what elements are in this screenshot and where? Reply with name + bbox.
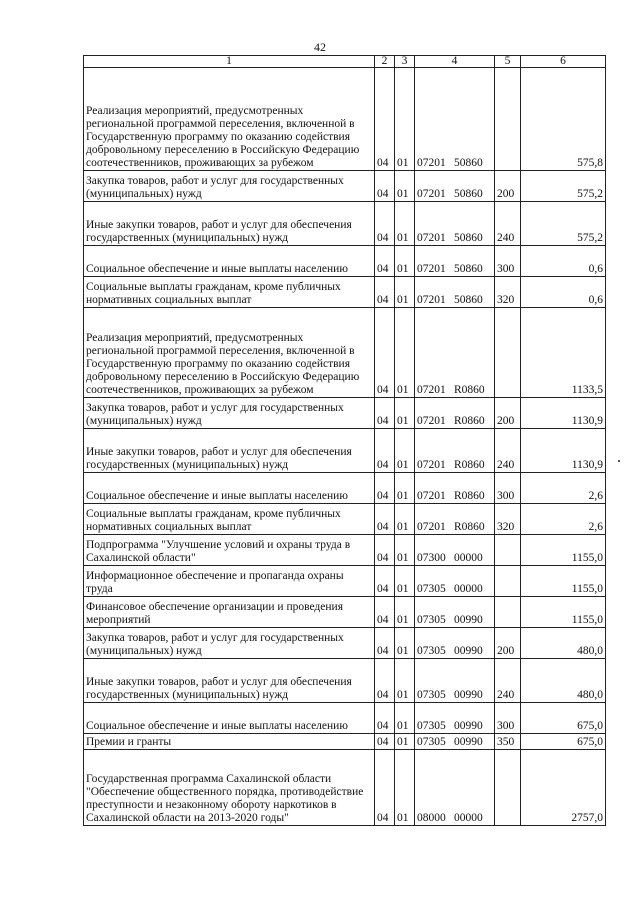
row-expense-type: 300 — [495, 246, 521, 277]
row-subsection: 01 — [395, 246, 415, 277]
row-subsection: 01 — [395, 535, 415, 566]
header-col-1: 1 — [84, 56, 375, 68]
row-target-code — [415, 429, 495, 473]
target-code-part2: R0860 — [454, 415, 485, 427]
row-target-code — [415, 750, 495, 826]
row-amount: 1133,5 — [521, 308, 606, 398]
row-expense-type: 300 — [495, 703, 521, 734]
row-subsection: 01 — [395, 277, 415, 308]
target-code-part1: 07305 — [417, 645, 446, 657]
row-subsection: 01 — [395, 750, 415, 826]
target-code-part1: 07305 — [417, 736, 446, 748]
row-amount: 575,2 — [521, 202, 606, 246]
target-code-part2: R0860 — [454, 384, 485, 396]
target-code-part2: 50860 — [454, 157, 483, 169]
row-subsection: 01 — [395, 566, 415, 597]
target-code-part2: R0860 — [454, 521, 485, 533]
page-number: 42 — [314, 40, 326, 54]
row-expense-type — [495, 308, 521, 398]
row-name: Закупка товаров, работ и услуг для государственных (муниципальных) нужд — [84, 171, 375, 202]
row-expense-type: 200 — [495, 398, 521, 429]
row-target-code — [415, 566, 495, 597]
row-subsection: 01 — [395, 429, 415, 473]
table-row — [84, 628, 606, 659]
row-expense-type: 240 — [495, 202, 521, 246]
row-name: Закупка товаров, работ и услуг для государственных (муниципальных) нужд — [84, 628, 375, 659]
row-name: Социальное обеспечение и иные выплаты населению — [84, 246, 375, 277]
target-code-part1: 07201 — [417, 459, 446, 471]
row-section: 04 — [375, 246, 395, 277]
row-expense-type — [495, 566, 521, 597]
target-code-part2: 00000 — [454, 552, 483, 564]
scan-speck — [618, 460, 620, 462]
table-row — [84, 171, 606, 202]
target-code-part2: 50860 — [454, 294, 483, 306]
table-row — [84, 398, 606, 429]
target-code-part2: 00990 — [454, 736, 483, 748]
row-name: Иные закупки товаров, работ и услуг для обеспечения государственных (муниципальных) нужд — [84, 202, 375, 246]
row-name: Социальные выплаты гражданам, кроме публичных нормативных социальных выплат — [84, 504, 375, 535]
target-code-part2: R0860 — [454, 490, 485, 502]
row-amount: 575,8 — [521, 68, 606, 171]
row-subsection: 01 — [395, 68, 415, 171]
row-amount: 675,0 — [521, 734, 606, 750]
table-row — [84, 277, 606, 308]
table-row — [84, 429, 606, 473]
row-name: Социальное обеспечение и иные выплаты населению — [84, 473, 375, 504]
table-row — [84, 68, 606, 171]
row-amount: 675,0 — [521, 703, 606, 734]
row-section: 04 — [375, 308, 395, 398]
target-code-part1: 07305 — [417, 583, 446, 595]
row-expense-type — [495, 535, 521, 566]
row-subsection: 01 — [395, 659, 415, 703]
row-target-code — [415, 659, 495, 703]
row-section: 04 — [375, 429, 395, 473]
row-expense-type — [495, 68, 521, 171]
target-code-part1: 07201 — [417, 521, 446, 533]
row-target-code — [415, 535, 495, 566]
budget-table — [83, 55, 606, 826]
row-target-code — [415, 504, 495, 535]
row-section: 04 — [375, 504, 395, 535]
row-amount: 0,6 — [521, 277, 606, 308]
row-subsection: 01 — [395, 734, 415, 750]
row-section: 04 — [375, 703, 395, 734]
row-name: Реализация мероприятий, предусмотренных региональной программой переселения, включенной в Государственную программу по оказанию содействия добровольному переселению в Российскую Федерацию соотечественников, проживающих за рубежом — [84, 68, 375, 171]
target-code-part1: 07305 — [417, 720, 446, 732]
row-target-code — [415, 703, 495, 734]
row-expense-type: 350 — [495, 734, 521, 750]
row-name: Социальные выплаты гражданам, кроме публичных нормативных социальных выплат — [84, 277, 375, 308]
row-section: 04 — [375, 628, 395, 659]
row-amount: 1130,9 — [521, 398, 606, 429]
row-subsection: 01 — [395, 504, 415, 535]
row-name: Финансовое обеспечение организации и проведения мероприятий — [84, 597, 375, 628]
row-section: 04 — [375, 68, 395, 171]
row-target-code — [415, 628, 495, 659]
row-name: Иные закупки товаров, работ и услуг для обеспечения государственных (муниципальных) нужд — [84, 659, 375, 703]
row-subsection: 01 — [395, 473, 415, 504]
row-amount: 0,6 — [521, 246, 606, 277]
target-code-part1: 07201 — [417, 415, 446, 427]
table-row — [84, 308, 606, 398]
row-expense-type: 200 — [495, 628, 521, 659]
target-code-part2: 00990 — [454, 614, 483, 626]
row-section: 04 — [375, 277, 395, 308]
target-code-part2: 00000 — [454, 583, 483, 595]
row-section: 04 — [375, 659, 395, 703]
row-expense-type: 240 — [495, 659, 521, 703]
header-col-2: 2 — [375, 56, 395, 68]
row-expense-type: 200 — [495, 171, 521, 202]
row-expense-type: 300 — [495, 473, 521, 504]
row-amount: 1155,0 — [521, 566, 606, 597]
row-subsection: 01 — [395, 597, 415, 628]
row-name: Премии и гранты — [84, 734, 375, 750]
row-name: Иные закупки товаров, работ и услуг для обеспечения государственных (муниципальных) нужд — [84, 429, 375, 473]
row-expense-type: 320 — [495, 277, 521, 308]
target-code-part1: 08000 — [417, 812, 446, 824]
row-section: 04 — [375, 171, 395, 202]
row-target-code — [415, 734, 495, 750]
target-code-part1: 07201 — [417, 384, 446, 396]
table-row — [84, 566, 606, 597]
header-col-4: 4 — [415, 56, 495, 68]
target-code-part1: 07201 — [417, 294, 446, 306]
table-row — [84, 750, 606, 826]
row-target-code — [415, 202, 495, 246]
row-expense-type — [495, 750, 521, 826]
target-code-part1: 07201 — [417, 490, 446, 502]
row-name: Информационное обеспечение и пропаганда охраны труда — [84, 566, 375, 597]
target-code-part2: 50860 — [454, 263, 483, 275]
table-row — [84, 246, 606, 277]
row-section: 04 — [375, 750, 395, 826]
row-expense-type: 320 — [495, 504, 521, 535]
header-row — [84, 56, 606, 68]
target-code-part1: 07201 — [417, 188, 446, 200]
row-amount: 2757,0 — [521, 750, 606, 826]
header-col-3: 3 — [395, 56, 415, 68]
table-row — [84, 473, 606, 504]
target-code-part2: 50860 — [454, 232, 483, 244]
row-subsection: 01 — [395, 703, 415, 734]
row-target-code — [415, 398, 495, 429]
row-section: 04 — [375, 473, 395, 504]
row-amount: 2,6 — [521, 504, 606, 535]
table-row — [84, 504, 606, 535]
row-expense-type: 240 — [495, 429, 521, 473]
row-expense-type — [495, 597, 521, 628]
row-target-code — [415, 473, 495, 504]
row-amount: 1155,0 — [521, 535, 606, 566]
row-name: Социальное обеспечение и иные выплаты населению — [84, 703, 375, 734]
row-section: 04 — [375, 566, 395, 597]
row-amount: 480,0 — [521, 628, 606, 659]
row-subsection: 01 — [395, 171, 415, 202]
table-row — [84, 535, 606, 566]
row-subsection: 01 — [395, 308, 415, 398]
row-subsection: 01 — [395, 398, 415, 429]
row-subsection: 01 — [395, 628, 415, 659]
row-target-code — [415, 277, 495, 308]
table-body — [84, 68, 606, 826]
row-amount: 480,0 — [521, 659, 606, 703]
target-code-part1: 07201 — [417, 263, 446, 275]
header-col-6: 6 — [521, 56, 606, 68]
target-code-part2: 00990 — [454, 689, 483, 701]
row-section: 04 — [375, 535, 395, 566]
table-row — [84, 597, 606, 628]
row-target-code — [415, 171, 495, 202]
target-code-part1: 07305 — [417, 689, 446, 701]
row-section: 04 — [375, 202, 395, 246]
row-subsection: 01 — [395, 202, 415, 246]
target-code-part2: 50860 — [454, 188, 483, 200]
row-name: Закупка товаров, работ и услуг для государственных (муниципальных) нужд — [84, 398, 375, 429]
row-target-code — [415, 308, 495, 398]
row-target-code — [415, 597, 495, 628]
table-row — [84, 703, 606, 734]
target-code-part2: R0860 — [454, 459, 485, 471]
row-section: 04 — [375, 398, 395, 429]
table-header — [84, 56, 606, 68]
table-row — [84, 659, 606, 703]
row-amount: 2,6 — [521, 473, 606, 504]
header-col-5: 5 — [495, 56, 521, 68]
target-code-part2: 00990 — [454, 720, 483, 732]
table-row — [84, 202, 606, 246]
row-name: Государственная программа Сахалинской области "Обеспечение общественного порядка, противодействие преступности и незаконному обороту наркотиков в Сахалинской области на 2013-2020 годы" — [84, 750, 375, 826]
target-code-part1: 07305 — [417, 614, 446, 626]
row-amount: 1130,9 — [521, 429, 606, 473]
row-section: 04 — [375, 734, 395, 750]
row-amount: 1155,0 — [521, 597, 606, 628]
target-code-part1: 07300 — [417, 552, 446, 564]
target-code-part1: 07201 — [417, 232, 446, 244]
row-section: 04 — [375, 597, 395, 628]
row-target-code — [415, 68, 495, 171]
target-code-part2: 00000 — [454, 812, 483, 824]
table-row — [84, 734, 606, 750]
row-target-code — [415, 246, 495, 277]
row-amount: 575,2 — [521, 171, 606, 202]
row-name: Реализация мероприятий, предусмотренных региональной программой переселения, включенной в Государственную программу по оказанию содействия добровольному переселению в Российскую Федерацию соотечественников, проживающих за рубежом — [84, 308, 375, 398]
row-name: Подпрограмма "Улучшение условий и охраны труда в Сахалинской области" — [84, 535, 375, 566]
target-code-part1: 07201 — [417, 157, 446, 169]
target-code-part2: 00990 — [454, 645, 483, 657]
